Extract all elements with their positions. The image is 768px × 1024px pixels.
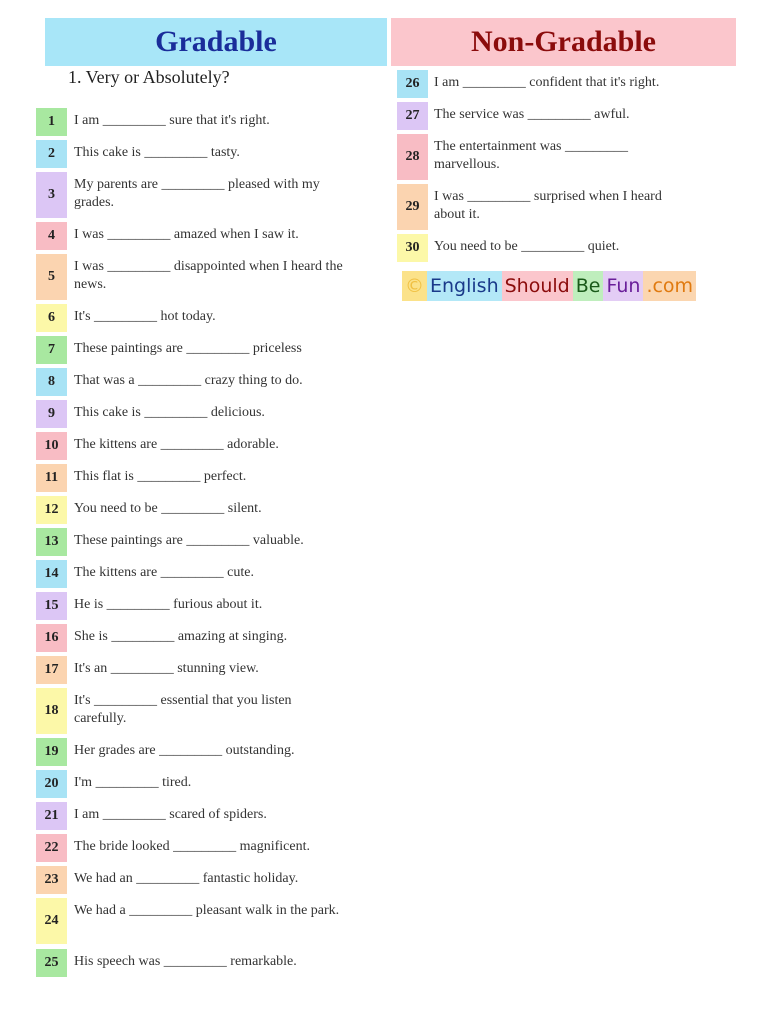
item-number: 29	[397, 184, 428, 230]
exercise-item	[36, 770, 346, 798]
exercise-item	[36, 336, 346, 364]
item-sentence: I am _________ confident that it's right.	[434, 75, 660, 90]
item-sentence: I am _________ sure that it's right.	[74, 113, 270, 128]
item-number: 30	[397, 234, 428, 262]
item-sentence: This cake is _________ tasty.	[74, 145, 240, 160]
exercise-item	[36, 592, 346, 620]
site-logo	[402, 271, 696, 301]
item-number: 28	[397, 134, 428, 180]
item-sentence: She is _________ amazing at singing.	[74, 629, 288, 644]
logo-word-fun: Fun	[603, 271, 643, 301]
item-sentence: I was _________ disappointed when I heard the news.	[74, 259, 343, 292]
exercise-item	[397, 134, 696, 180]
item-number: 16	[36, 624, 67, 652]
item-number: 22	[36, 834, 67, 862]
item-number: 21	[36, 802, 67, 830]
header-gradable: Gradable	[45, 18, 387, 66]
item-sentence: It's _________ hot today.	[74, 309, 216, 324]
exercise-item	[36, 949, 346, 977]
item-number: 9	[36, 400, 67, 428]
item-number: 7	[36, 336, 67, 364]
exercise-item	[36, 108, 346, 136]
item-sentence: This flat is _________ perfect.	[74, 469, 247, 484]
exercise-item	[397, 70, 696, 98]
item-sentence: I was _________ surprised when I heard about it.	[434, 189, 662, 222]
logo-word-should: Should	[502, 271, 573, 301]
item-number: 18	[36, 688, 67, 734]
exercise-item	[36, 738, 346, 766]
logo-word-be: Be	[573, 271, 604, 301]
item-sentence: The kittens are _________ adorable.	[74, 437, 279, 452]
item-sentence: It's an _________ stunning view.	[74, 661, 259, 676]
item-number: 23	[36, 866, 67, 894]
item-number: 26	[397, 70, 428, 98]
item-number: 12	[36, 496, 67, 524]
exercise-item	[36, 834, 346, 862]
exercise-item	[36, 140, 346, 168]
exercise-title: 1. Very or Absolutely?	[68, 67, 230, 87]
exercise-item	[36, 624, 346, 652]
item-number: 24	[36, 898, 67, 944]
item-sentence: These paintings are _________ priceless	[74, 341, 302, 356]
exercise-item	[36, 802, 346, 830]
exercise-item	[36, 172, 346, 218]
item-number: 6	[36, 304, 67, 332]
item-sentence: It's _________ essential that you listen carefully.	[74, 693, 292, 726]
item-sentence: Her grades are _________ outstanding.	[74, 743, 295, 758]
item-number: 17	[36, 656, 67, 684]
item-sentence: You need to be _________ quiet.	[434, 239, 620, 254]
exercise-item	[36, 400, 346, 428]
item-number: 8	[36, 368, 67, 396]
item-number: 11	[36, 464, 67, 492]
exercise-item	[36, 560, 346, 588]
item-sentence: The bride looked _________ magnificent.	[74, 839, 310, 854]
item-number: 13	[36, 528, 67, 556]
exercise-item	[36, 304, 346, 332]
item-sentence: We had an _________ fantastic holiday.	[74, 871, 299, 886]
exercise-item	[397, 102, 696, 130]
item-sentence: The kittens are _________ cute.	[74, 565, 255, 580]
exercise-item	[36, 496, 346, 524]
item-sentence: We had a _________ pleasant walk in the park.	[74, 903, 340, 918]
item-sentence: His speech was _________ remarkable.	[74, 954, 297, 969]
item-number: 10	[36, 432, 67, 460]
exercise-item	[36, 222, 346, 250]
item-number: 27	[397, 102, 428, 130]
item-sentence: The entertainment was _________ marvellous.	[434, 139, 629, 172]
exercise-item	[397, 184, 696, 230]
item-number: 3	[36, 172, 67, 218]
item-number: 15	[36, 592, 67, 620]
item-sentence: I'm _________ tired.	[74, 775, 192, 790]
item-sentence: I was _________ amazed when I saw it.	[74, 227, 299, 242]
item-number: 19	[36, 738, 67, 766]
item-sentence: This cake is _________ delicious.	[74, 405, 265, 420]
item-number: 1	[36, 108, 67, 136]
exercise-item	[36, 656, 346, 684]
exercise-item	[36, 688, 346, 734]
exercise-item	[397, 234, 696, 262]
item-sentence: I am _________ scared of spiders.	[74, 807, 267, 822]
item-number: 4	[36, 222, 67, 250]
exercise-item	[36, 528, 346, 556]
logo-word-english: English	[427, 271, 502, 301]
item-sentence: He is _________ furious about it.	[74, 597, 263, 612]
exercise-item	[36, 866, 346, 894]
item-number: 2	[36, 140, 67, 168]
header-non-gradable: Non-Gradable	[391, 18, 736, 66]
exercise-item	[36, 898, 346, 944]
logo-word-com: .com	[643, 271, 696, 301]
exercise-item	[36, 464, 346, 492]
item-sentence: That was a _________ crazy thing to do.	[74, 373, 303, 388]
item-number: 25	[36, 949, 67, 977]
item-sentence: You need to be _________ silent.	[74, 501, 262, 516]
item-number: 14	[36, 560, 67, 588]
item-sentence: These paintings are _________ valuable.	[74, 533, 304, 548]
item-sentence: My parents are _________ pleased with my grades.	[74, 177, 320, 210]
copyright-icon: ©	[402, 271, 427, 301]
exercise-item	[36, 254, 346, 300]
exercise-item	[36, 432, 346, 460]
item-number: 5	[36, 254, 67, 300]
exercise-item	[36, 368, 346, 396]
item-number: 20	[36, 770, 67, 798]
item-sentence: The service was _________ awful.	[434, 107, 630, 122]
